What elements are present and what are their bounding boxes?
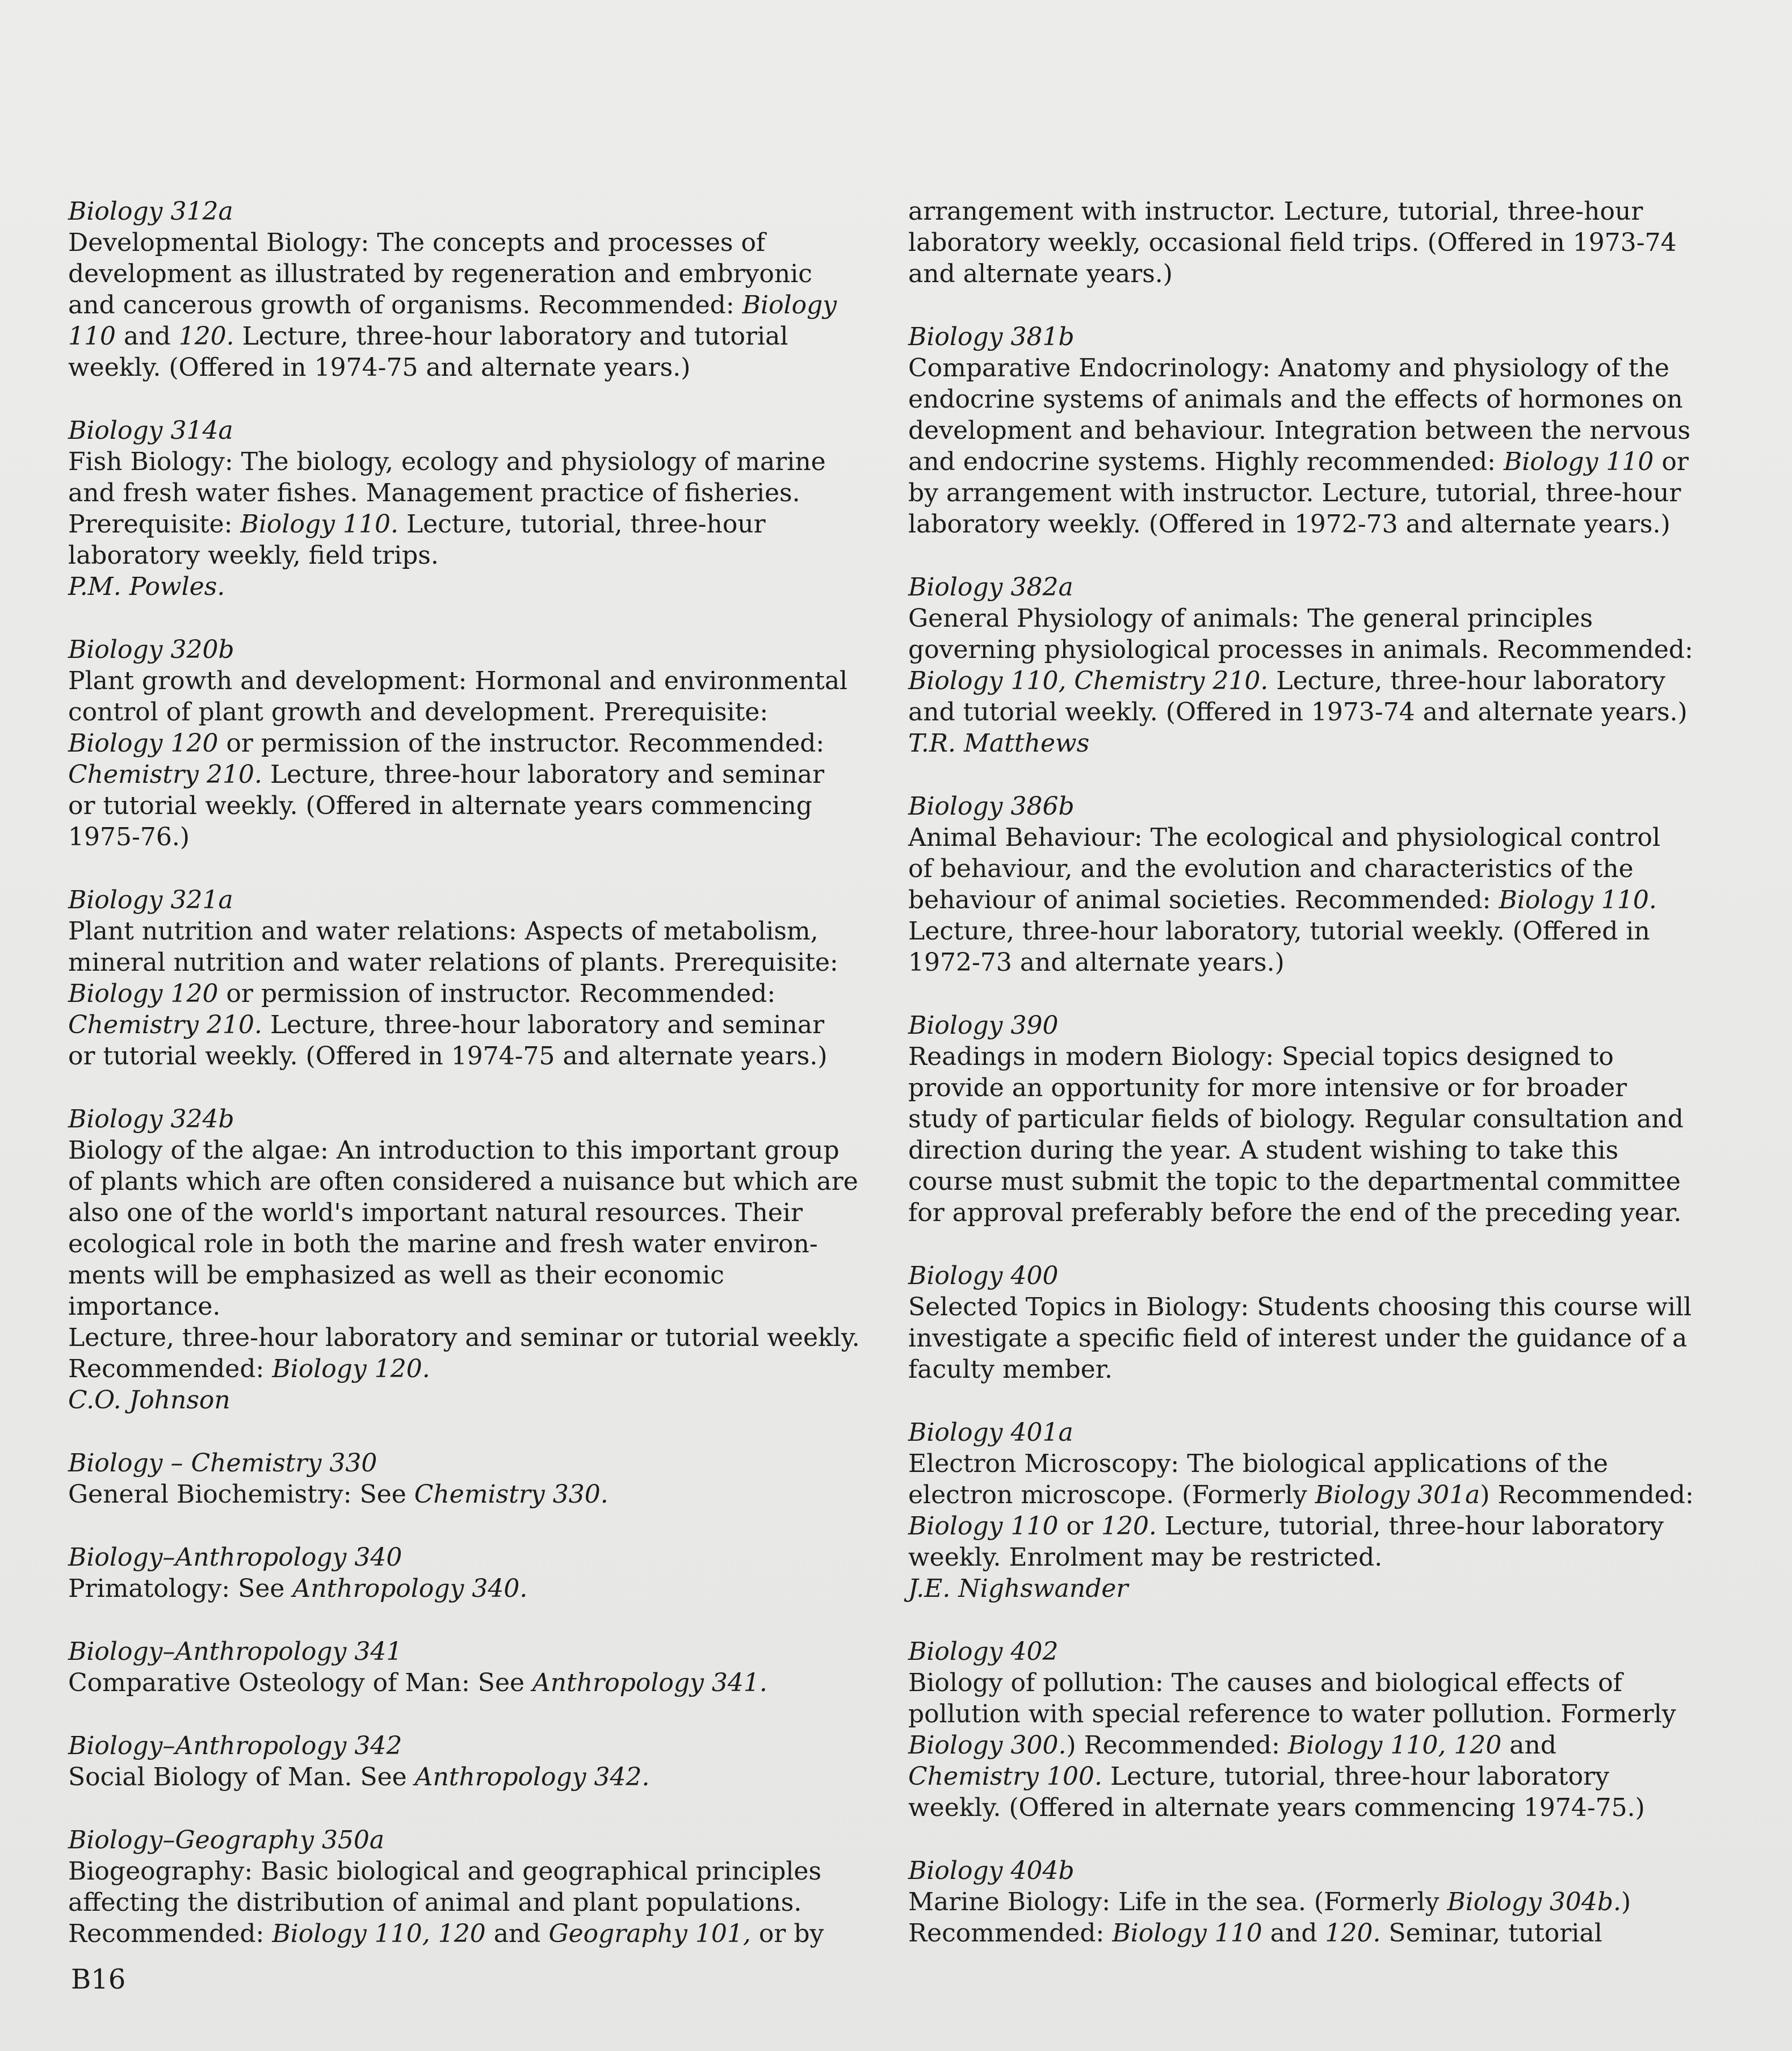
description-text: Readings in modern Biology: Special topics designed to provide an opportunity for more intensive or for broader study of particular fields of biology. Regular consultation and direction during the year. A student wishing to take this course must submit the topic to the departmental committee for approval preferably before the end of the preceding year. <box>908 1042 1684 1227</box>
course-description <box>908 1667 1703 1823</box>
course-title: Biology 400 <box>908 1261 1059 1290</box>
description-text: Biogeography: Basic biological and geographical principles affecting the distribution of animal and plant populations. Recommended: <box>68 1857 822 1948</box>
course-reference: Geography 101, <box>548 1919 751 1948</box>
description-text: Lecture, tutorial, three-hour laboratory weekly. (Offered in alternate years commencing 1974-75.) <box>908 1762 1645 1822</box>
course-entry-biology-382a <box>908 572 1703 759</box>
course-reference: 120. <box>1101 1512 1157 1541</box>
page-number: B16 <box>71 1964 126 1995</box>
description-text: and <box>1509 1731 1557 1760</box>
description-text: Marine Biology: Life in the sea. (Formerly <box>908 1888 1447 1916</box>
course-description <box>68 446 863 571</box>
description-text: and <box>115 322 179 351</box>
course-reference: Biology 110 <box>908 1512 1059 1541</box>
course-reference: Biology 120. <box>272 1354 430 1383</box>
course-reference: Biology 110. <box>1499 886 1657 915</box>
course-description <box>68 1573 863 1604</box>
course-reference: Anthropology 340. <box>292 1574 528 1603</box>
course-title: Biology 390 <box>908 1011 1059 1040</box>
course-title: Biology 312a <box>68 197 233 226</box>
course-entry-biology-386b <box>908 791 1703 978</box>
course-description <box>68 1135 863 1385</box>
course-title: Biology 324b <box>68 1105 234 1134</box>
course-reference: Biology 110, 120 <box>1287 1731 1502 1760</box>
instructor-name: P.M. Powles. <box>68 572 225 601</box>
description-text: Fish Biology: The biology, ecology and physiology of marine and fresh water fishes. Management practice of fisheries. Prerequisite: <box>68 447 826 539</box>
course-reference: Biology 110. <box>240 510 398 539</box>
instructor-name: C.O. Johnson <box>68 1386 230 1415</box>
instructor-name: J.E. Nighswander <box>908 1574 1128 1603</box>
course-title: Biology 320b <box>68 635 234 664</box>
description-text: and <box>1262 1919 1325 1948</box>
course-entry-biology-390 <box>908 1010 1703 1228</box>
description-text: Lecture, three-hour laboratory and tutorial weekly. (Offered in 1974-75 and alternate years.) <box>68 322 788 382</box>
course-entry-biology-381b <box>908 321 1703 540</box>
course-entry-biology-320b <box>68 634 863 853</box>
course-entry-biology-anthropology-342 <box>68 1730 863 1793</box>
course-description <box>908 1291 1703 1385</box>
course-entry-biology-312a <box>68 196 863 383</box>
description-text: Social Biology of Man. See <box>68 1763 415 1792</box>
course-entry-biology-anthropology-341 <box>68 1636 863 1698</box>
description-text: or <box>1058 1512 1101 1541</box>
course-entry-biology-402 <box>908 1636 1703 1823</box>
course-reference: Biology 110 <box>1112 1919 1262 1948</box>
description-text: Animal Behaviour: The ecological and physiological control of behaviour, and the evolution and characteristics of the behaviour of animal societies. Recommended: <box>908 823 1661 915</box>
course-description <box>908 196 1703 290</box>
description-text: Comparative Endocrinology: Anatomy and physiology of the endocrine systems of animals and the effects of hormones on development and behaviour. Integration between the nervous and endocrine systems. Highly recommended: <box>908 354 1691 476</box>
course-description <box>68 1761 863 1793</box>
description-text: Biology of the algae: An introduction to this important group of plants which are often considered a nuisance but which are also one of the world's important natural resources. Their ecological role in both the marine and fresh water environ- ments will be emphasized as well as their economic importance. Lecture, three-hour laboratory and seminar or tutorial weekly. Recommended: <box>68 1136 860 1383</box>
course-description <box>68 1479 863 1510</box>
course-description <box>908 603 1703 728</box>
description-text: General Physiology of animals: The general principles governing physiological processes in animals. Recommended: <box>908 604 1693 664</box>
course-entry-biology-404b <box>908 1855 1703 1949</box>
course-title: Biology 381b <box>908 322 1075 351</box>
course-entry-biology-chemistry-330 <box>68 1448 863 1510</box>
course-title: Biology 321a <box>68 886 233 915</box>
course-title: Biology 386b <box>908 792 1075 821</box>
course-entry-biology-anthropology-340 <box>68 1542 863 1604</box>
course-reference: Biology 304b. <box>1447 1888 1622 1916</box>
course-entry-biology-401a <box>908 1417 1703 1604</box>
description-text: or permission of instructor. Recommended: <box>226 979 776 1008</box>
left-column <box>68 196 863 1981</box>
instructor-name: T.R. Matthews <box>908 729 1090 758</box>
description-text: Plant nutrition and water relations: Aspects of metabolism, mineral nutrition and water relations of plants. Prerequisite: <box>68 917 838 977</box>
course-description <box>68 1856 863 1949</box>
course-reference: Chemistry 210. <box>68 1010 262 1039</box>
course-entry-biology-314a <box>68 415 863 602</box>
description-text: ) Recommended: <box>1480 1480 1694 1509</box>
course-description <box>908 822 1703 978</box>
course-description <box>68 916 863 1072</box>
description-text: ) Recommended: <box>1066 1731 1288 1760</box>
course-entry-biology-321a <box>68 884 863 1072</box>
description-text: Lecture, three-hour laboratory and seminar or tutorial weekly. (Offered in alternate years commencing 1975-76.) <box>68 760 825 852</box>
description-text: Developmental Biology: The concepts and processes of development as illustrated by regeneration and embryonic and cancerous growth of organisms. Recommended: <box>68 228 812 320</box>
course-reference: Biology 110 <box>68 291 837 351</box>
course-title: Biology 314a <box>68 416 233 445</box>
course-title: Biology 404b <box>908 1856 1075 1885</box>
course-reference: Chemistry 210. <box>68 760 262 789</box>
course-entry-biology-324b <box>68 1104 863 1416</box>
course-title: Biology 402 <box>908 1637 1059 1666</box>
course-title: Biology–Anthropology 342 <box>68 1731 402 1760</box>
course-title: Biology 401a <box>908 1418 1073 1447</box>
description-text: or by <box>750 1919 824 1948</box>
course-reference: 120. <box>178 322 234 351</box>
course-entry-biology-geography-350a <box>68 1824 863 1949</box>
course-title: Biology–Geography 350a <box>68 1826 385 1855</box>
description-text: Primatology: See <box>68 1574 293 1603</box>
description-text: Lecture, tutorial, three-hour laboratory weekly. Enrolment may be restricted. <box>908 1512 1664 1572</box>
course-reference: Biology 110 <box>1503 447 1654 476</box>
course-reference: Biology 110, Chemistry 210. <box>908 666 1269 695</box>
description-text: or permission of the instructor. Recommended: <box>226 729 825 758</box>
description-text: Lecture, three-hour laboratory and tutorial weekly. (Offered in 1973-74 and alternate years.) <box>908 666 1688 727</box>
description-text: Biology of pollution: The causes and biological effects of pollution with special reference to water pollution. Formerly <box>908 1668 1676 1729</box>
course-reference: Anthropology 341. <box>532 1668 767 1697</box>
course-description <box>68 665 863 853</box>
description-text: ) Recommended: <box>908 1888 1631 1948</box>
description-text: Lecture, three-hour laboratory and seminar or tutorial weekly. (Offered in 1974-75 and alternate years.) <box>68 1010 828 1071</box>
description-text: Lecture, three-hour laboratory, tutorial weekly. (Offered in 1972-73 and alternate years.) <box>908 917 1650 977</box>
course-reference: Biology 120 <box>68 979 219 1008</box>
course-reference: Biology 110, 120 <box>272 1919 486 1948</box>
right-column <box>908 196 1703 1981</box>
course-description <box>68 227 863 383</box>
course-description <box>908 1448 1703 1573</box>
course-title: Biology 382a <box>908 573 1073 602</box>
course-title: Biology – Chemistry 330 <box>68 1449 377 1478</box>
course-description <box>908 1886 1703 1949</box>
course-description <box>68 1667 863 1698</box>
description-text: Seminar, tutorial <box>1380 1919 1602 1948</box>
description-text: arrangement with instructor. Lecture, tutorial, three-hour laboratory weekly, occasional field trips. (Offered in 1973-74 and alternate years.) <box>908 197 1677 288</box>
course-description <box>908 353 1703 540</box>
course-entry-continuation <box>908 196 1703 290</box>
course-reference: Biology 120 <box>68 729 219 758</box>
course-reference: Biology 300. <box>908 1731 1067 1760</box>
course-reference: Anthropology 342. <box>414 1763 650 1792</box>
description-text: General Biochemistry: See <box>68 1480 414 1509</box>
course-title: Biology–Anthropology 340 <box>68 1543 402 1572</box>
description-text: Electron Microscopy: The biological applications of the electron microscope. (Formerly <box>908 1449 1608 1509</box>
description-text: and <box>485 1919 549 1948</box>
description-text: or by arrangement with instructor. Lecture, tutorial, three-hour laboratory weekly. (Offered in 1972-73 and alternate years.) <box>908 447 1689 539</box>
description-text: Lecture, tutorial, three-hour laboratory weekly, field trips. <box>68 510 766 570</box>
description-text: Plant growth and development: Hormonal and environmental control of plant growth and development. Prerequisite: <box>68 666 848 727</box>
course-description <box>908 1041 1703 1228</box>
course-entry-biology-400 <box>908 1260 1703 1385</box>
course-reference: 120. <box>1325 1919 1381 1948</box>
description-text: Selected Topics in Biology: Students choosing this course will investigate a specific field of interest under the guidance of a faculty member. <box>908 1293 1692 1384</box>
course-reference: Chemistry 330. <box>414 1480 608 1509</box>
description-text: Comparative Osteology of Man: See <box>68 1668 533 1697</box>
course-reference: Chemistry 100. <box>908 1762 1102 1791</box>
course-title: Biology–Anthropology 341 <box>68 1637 402 1666</box>
course-reference: Biology 301a <box>1315 1480 1480 1509</box>
